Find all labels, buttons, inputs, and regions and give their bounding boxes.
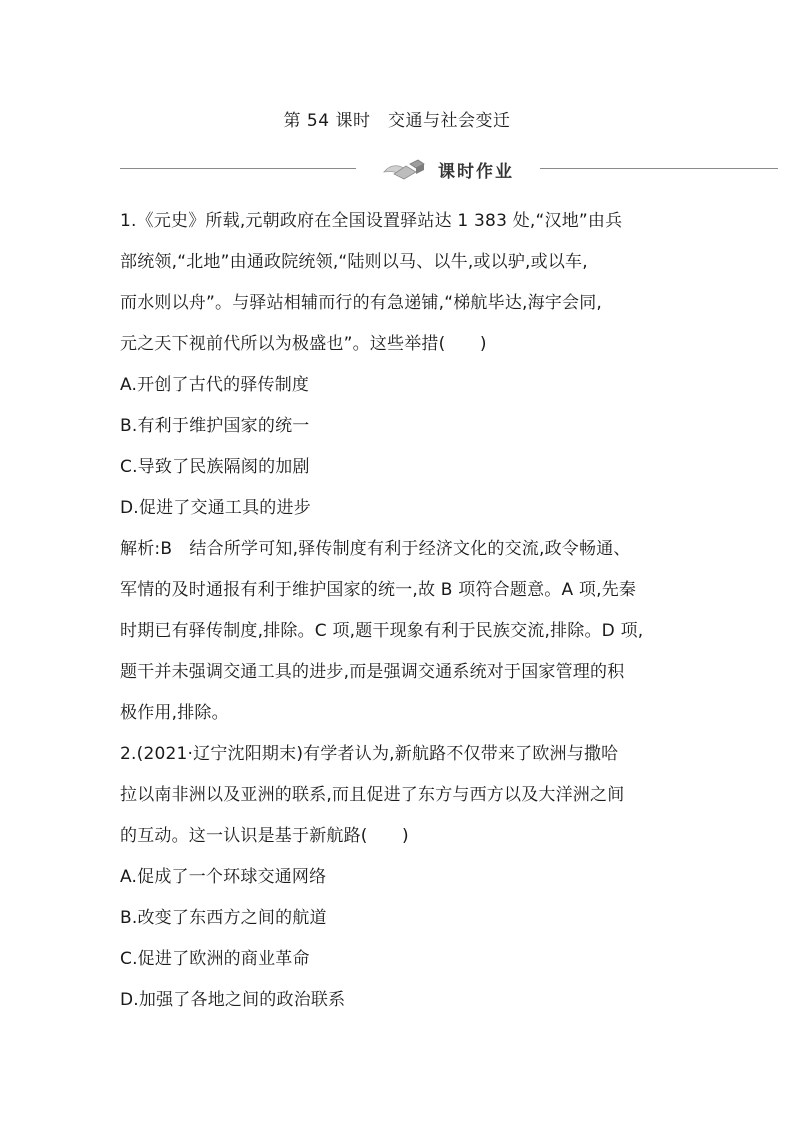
option-a: A.促成了一个环球交通网络 — [120, 867, 327, 887]
question-stem-line: 2.(2021·辽宁沈阳期末)有学者认为,新航路不仅带来了欧洲与撒哈 — [120, 744, 619, 764]
question-1 — [120, 206, 680, 739]
option-b: B.有利于维护国家的统一 — [120, 416, 310, 436]
book-stack-icon — [382, 158, 426, 180]
question-stem-line: 的互动。这一认识是基于新航路( ) — [120, 826, 409, 846]
question-stem-line: 部统领,“北地”由通政院统领,“陆则以马、以牛,或以驴,或以车, — [120, 252, 588, 272]
section-header-label: 课时作业 — [438, 162, 514, 182]
header-rule-left — [120, 168, 356, 169]
page-title: 第 54 课时 交通与社会变迁 — [283, 111, 511, 131]
option-a: A.开创了古代的驿传制度 — [120, 375, 310, 395]
analysis-line: 解析:B 结合所学可知,驿传制度有利于经济文化的交流,政令畅通、 — [120, 539, 631, 559]
analysis-line: 时期已有驿传制度,排除。C 项,题干现象有利于民族交流,排除。D 项, — [120, 621, 644, 641]
header-rule-right — [540, 168, 778, 169]
question-stem-line: 而水则以舟”。与驿站相辅而行的有急递铺,“梯航毕达,海宇会同, — [120, 293, 603, 313]
option-b: B.改变了东西方之间的航道 — [120, 908, 327, 928]
question-content — [120, 206, 680, 1026]
question-stem-line: 元之天下视前代所以为极盛也”。这些举措( ) — [120, 334, 487, 354]
option-d: D.促进了交通工具的进步 — [120, 498, 311, 518]
option-c: C.导致了民族隔阂的加剧 — [120, 457, 310, 477]
analysis-line: 极作用,排除。 — [120, 703, 229, 723]
analysis-line: 题干并未强调交通工具的进步,而是强调交通系统对于国家管理的积 — [120, 662, 625, 682]
question-2 — [120, 739, 680, 1026]
question-stem-line: 1.《元史》所载,元朝政府在全国设置驿站达 1 383 处,“汉地”由兵 — [120, 211, 623, 231]
option-c: C.促进了欧洲的商业革命 — [120, 949, 310, 969]
question-stem-line: 拉以南非洲以及亚洲的联系,而且促进了东方与西方以及大洋洲之间 — [120, 785, 625, 805]
analysis-line: 军情的及时通报有利于维护国家的统一,故 B 项符合题意。A 项,先秦 — [120, 580, 637, 600]
option-d: D.加强了各地之间的政治联系 — [120, 990, 346, 1010]
section-header — [120, 156, 778, 182]
